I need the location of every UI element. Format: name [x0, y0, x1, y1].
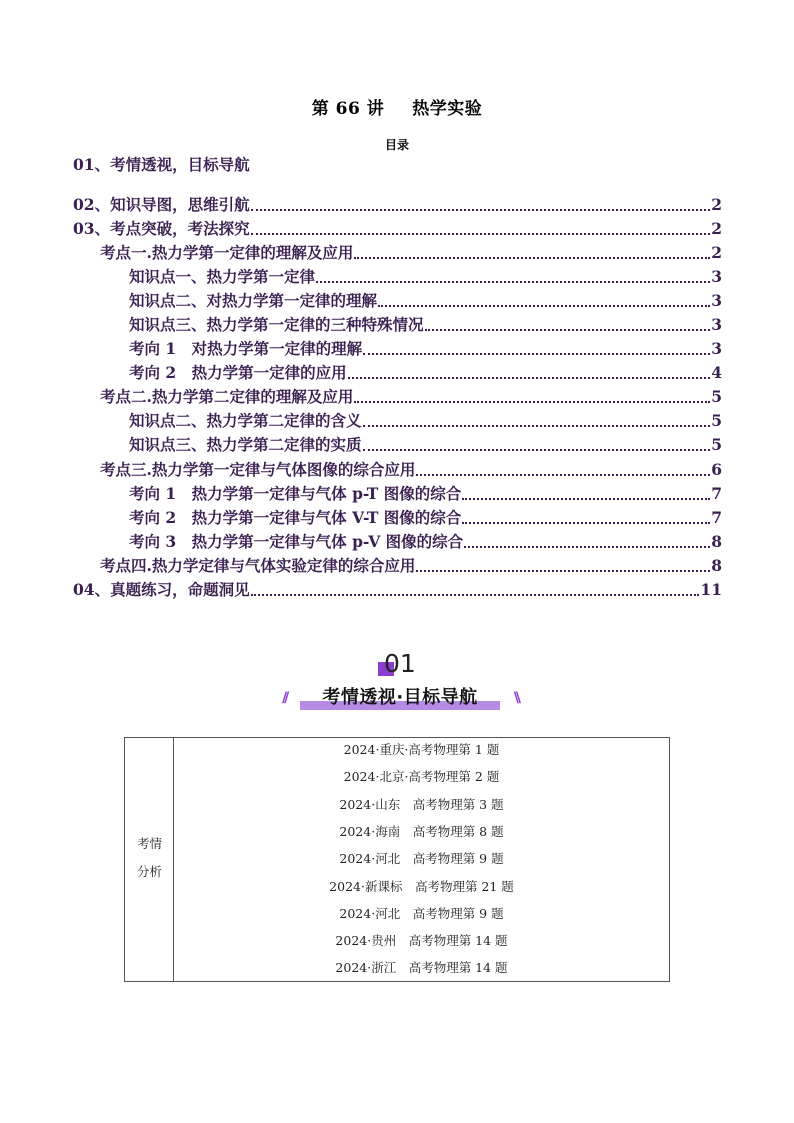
exam-items-cell — [174, 738, 669, 981]
toc-leader-dots — [363, 425, 711, 427]
toc-entry-label: 知识点三、热力学第一定律的三种特殊情况 — [129, 315, 424, 334]
toc-entry-label: 考向 2 热力学第一定律与气体 V-T 图像的综合 — [129, 508, 462, 527]
lecture-topic: 热学实验 — [412, 99, 483, 119]
toc-entry[interactable] — [73, 193, 722, 215]
exam-item: 2024·贵州 高考物理第 14 题 — [335, 933, 508, 949]
toc-entry-label: 知识点三、热力学第二定律的实质 — [129, 435, 362, 454]
left-slash-decoration: // — [282, 690, 287, 706]
toc-entry[interactable] — [100, 385, 722, 407]
exam-analysis-label: 考情 分析 — [136, 836, 162, 879]
toc-leader-dots — [462, 522, 710, 524]
toc-entry-label: 考向 3 热力学第一定律与气体 p-V 图像的综合 — [129, 532, 464, 551]
page-title — [0, 94, 794, 119]
toc-leader-dots — [316, 281, 710, 283]
exam-item: 2024·浙江 高考物理第 14 题 — [335, 960, 508, 976]
exam-item: 2024·山东 高考物理第 3 题 — [339, 796, 504, 812]
toc-entry[interactable] — [129, 433, 722, 455]
toc-entry[interactable] — [129, 482, 722, 504]
toc-entry-page: 5 — [711, 411, 722, 430]
toc-entry-label: 知识点二、对热力学第一定律的理解 — [129, 291, 378, 310]
toc-leader-dots — [354, 257, 710, 259]
toc-entry-label: 考点二.热力学第二定律的理解及应用 — [100, 387, 354, 406]
toc-entry-label: 知识点一、热力学第一定律 — [129, 267, 316, 286]
exam-item: 2024·河北 高考物理第 9 题 — [339, 905, 504, 921]
toc-leader-dots — [378, 305, 710, 307]
toc-leader-dots — [425, 329, 711, 331]
toc-leader-dots — [462, 498, 710, 500]
lecture-number: 第 66 讲 — [311, 99, 385, 119]
toc-entry-label: 01、考情透视，目标导航 — [73, 155, 250, 174]
toc-entry-page: 8 — [711, 556, 722, 575]
toc-entry-page: 7 — [711, 508, 722, 527]
toc-entry[interactable] — [129, 530, 722, 552]
toc-entry[interactable] — [73, 153, 722, 175]
toc-entry-label: 02、知识导图，思维引航 — [73, 195, 250, 214]
toc-entry-page: 11 — [700, 580, 722, 599]
toc-entry-label: 考点四.热力学定律与气体实验定律的综合应用 — [100, 556, 416, 575]
toc-entry-page: 3 — [711, 339, 722, 358]
toc-entry-page: 2 — [711, 243, 722, 262]
toc-leader-dots — [363, 353, 710, 355]
right-slash-decoration: \\ — [513, 690, 518, 706]
toc-entry[interactable] — [73, 578, 722, 600]
toc-entry[interactable] — [129, 313, 722, 335]
toc-entry-page: 2 — [711, 219, 722, 238]
section-title: 考情透视·目标导航 — [322, 687, 478, 708]
toc-entry-page: 3 — [711, 291, 722, 310]
toc-entry[interactable] — [129, 409, 722, 431]
toc-entry-label: 知识点二、热力学第二定律的含义 — [129, 411, 362, 430]
section-banner — [282, 682, 518, 712]
toc-entry-label: 考点三.热力学第一定律与气体图像的综合应用 — [100, 460, 416, 479]
exam-analysis-label-cell — [125, 738, 174, 981]
toc-entry-label: 考点一.热力学第一定律的理解及应用 — [100, 243, 354, 262]
toc-entry[interactable] — [129, 337, 722, 359]
toc-entry-label: 考向 1 对热力学第一定律的理解 — [129, 339, 363, 358]
toc-entry-page: 6 — [711, 460, 722, 479]
toc-entry[interactable] — [129, 289, 722, 311]
toc-entry[interactable] — [129, 506, 722, 528]
toc-entry-label: 03、考点突破，考法探究 — [73, 219, 250, 238]
toc-entry-page: 5 — [711, 435, 722, 454]
exam-item: 2024·重庆·高考物理第 1 题 — [343, 742, 500, 757]
toc-leader-dots — [416, 570, 710, 572]
toc-entry-label: 考向 2 热力学第一定律的应用 — [129, 363, 347, 382]
toc-leader-dots — [251, 209, 711, 211]
toc-heading: 目录 — [384, 138, 409, 152]
toc-entry-page: 3 — [711, 315, 722, 334]
exam-item: 2024·新课标 高考物理第 21 题 — [329, 878, 514, 894]
toc-entry[interactable] — [129, 361, 722, 383]
toc-leader-dots — [464, 546, 710, 548]
toc-leader-dots — [251, 233, 711, 235]
toc-leader-dots — [348, 377, 711, 379]
toc-entry[interactable] — [100, 554, 722, 576]
toc-leader-dots — [363, 449, 711, 451]
toc-entry[interactable] — [100, 241, 722, 263]
toc-leader-dots — [251, 594, 700, 596]
toc-entry-page: 4 — [711, 363, 722, 382]
toc-leader-dots — [354, 401, 710, 403]
section-number-badge — [376, 649, 436, 679]
toc-entry-page: 7 — [711, 484, 722, 503]
toc-entry-page: 2 — [711, 195, 722, 214]
exam-item: 2024·海南 高考物理第 8 题 — [339, 823, 504, 839]
toc-entry[interactable] — [100, 458, 722, 480]
toc-entry[interactable] — [129, 265, 722, 287]
toc-entry-page: 5 — [711, 387, 722, 406]
exam-item: 2024·河北 高考物理第 9 题 — [339, 851, 504, 867]
toc-entry[interactable] — [73, 217, 722, 239]
toc-entry-label: 04、真题练习，命题洞见 — [73, 580, 250, 599]
exam-analysis-table — [124, 737, 670, 982]
exam-item: 2024·北京·高考物理第 2 题 — [343, 769, 500, 785]
toc-leader-dots — [416, 474, 710, 476]
toc-entry-label: 考向 1 热力学第一定律与气体 p-T 图像的综合 — [129, 484, 462, 503]
section-number: 01 — [384, 649, 416, 678]
toc-entry-page: 8 — [711, 532, 722, 551]
toc-entry-page: 3 — [711, 267, 722, 286]
